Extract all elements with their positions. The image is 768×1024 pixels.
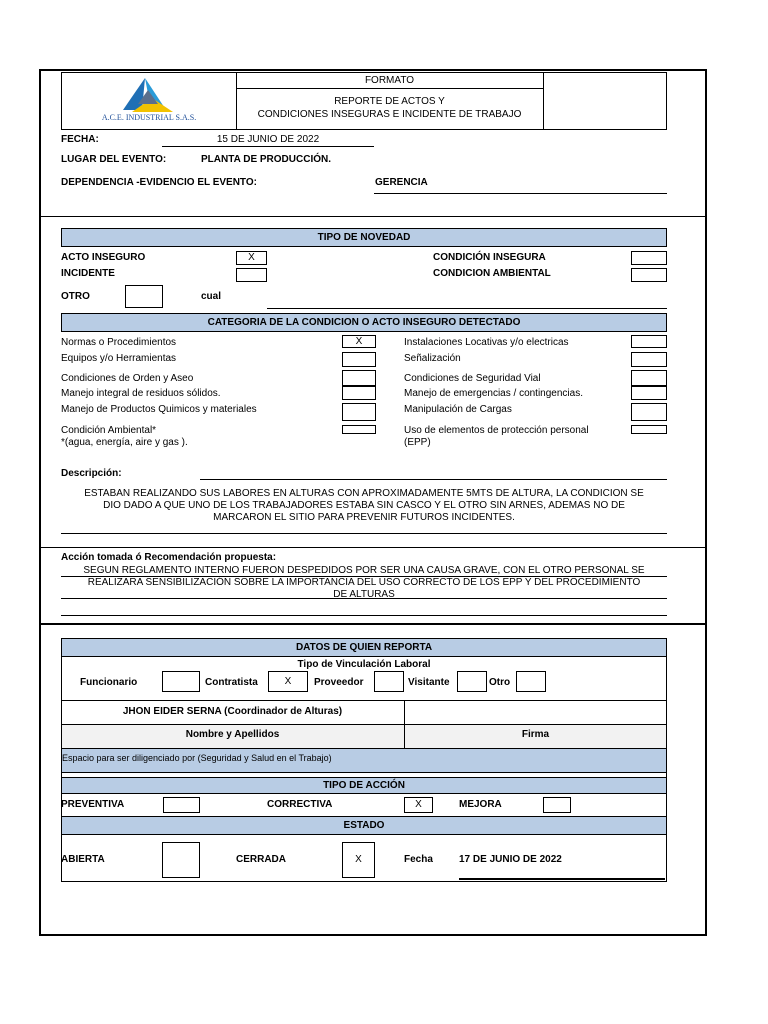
preventiva-checkbox[interactable]: [163, 797, 200, 813]
cat-right-1-checkbox[interactable]: [631, 335, 667, 348]
fecha-label: FECHA:: [61, 134, 99, 145]
dependencia-label: DEPENDENCIA -EVIDENCIO EL EVENTO:: [61, 177, 257, 188]
cat-right-5-checkbox[interactable]: [631, 403, 667, 421]
tipo-novedad-bar: [61, 228, 667, 247]
estado-fecha-label: Fecha: [404, 854, 433, 865]
cat-right-4-checkbox[interactable]: [631, 386, 667, 400]
funcionario-label: Funcionario: [80, 677, 138, 688]
fecha-value[interactable]: 15 DE JUNIO DE 2022: [216, 134, 320, 145]
nombre-value[interactable]: JHON EIDER SERNA (Coordinador de Alturas): [122, 706, 343, 717]
incidente-checkbox[interactable]: [236, 268, 267, 282]
cat-left-2-checkbox[interactable]: [342, 352, 376, 367]
cat-right-5-label: Manipulación de Cargas: [404, 404, 512, 415]
correctiva-label: CORRECTIVA: [267, 799, 333, 810]
acto-inseguro-label: ACTO INSEGURO: [61, 252, 146, 263]
cat-left-6-checkbox[interactable]: [342, 425, 376, 434]
form-title-line1: REPORTE DE ACTOS Y: [334, 96, 445, 107]
preventiva-label: PREVENTIVA: [61, 799, 125, 810]
condicion-insegura-label: CONDICIÓN INSEGURA: [433, 252, 546, 263]
accion-line2[interactable]: REALIZARA SENSIBILIZACIÓN SOBRE LA IMPORTANCIA DEL USO CORRECTO DE LOS EPP Y DEL PROCEDIMIENTO: [87, 577, 641, 588]
cat-right-4-label: Manejo de emergencias / contingencias.: [404, 388, 583, 399]
cat-right-6-checkbox[interactable]: [631, 425, 667, 434]
accion-line3[interactable]: DE ALTURAS: [333, 589, 395, 600]
nombre-label: Nombre y Apellidos: [185, 729, 280, 740]
descripcion-line1[interactable]: ESTABAN REALIZANDO SUS LABORES EN ALTURAS CON APROXIMADAMENTE 5MTS DE ALTURA, LA CONDICION SE: [84, 488, 644, 499]
contratista-checkbox[interactable]: X: [268, 671, 308, 692]
condicion-insegura-checkbox[interactable]: [631, 251, 667, 265]
accion-label: Acción tomada ó Recomendación propuesta:: [61, 552, 277, 563]
accion-line1[interactable]: SEGUN REGLAMENTO INTERNO FUERON DESPEDIDOS POR SER UNA CAUSA GRAVE, CON EL OTRO PERSONAL SE: [83, 565, 645, 576]
proveedor-label: Proveedor: [314, 677, 364, 688]
descripcion-line2[interactable]: DIO DADO A QUE UNO DE LOS TRABAJADORES ESTABA SIN CASCO Y EL OTRO SIN ARNES, ADEMAS NO DE: [103, 500, 625, 511]
company-logo: [118, 76, 188, 116]
cat-left-5-label: Manejo de Productos Quimicos y materiales: [61, 404, 257, 415]
cat-right-note: (EPP): [404, 437, 431, 448]
tipo-accion-title: TIPO DE ACCIÓN: [323, 780, 405, 791]
formato-label: FORMATO: [364, 75, 415, 86]
cat-left-2-label: Equipos y/o Herramientas: [61, 353, 177, 364]
otro-label: OTRO: [61, 291, 90, 302]
cat-left-6-label: Condición Ambiental*: [61, 425, 157, 436]
cat-right-3-label: Condiciones de Seguridad Vial: [404, 373, 541, 384]
condicion-ambiental-label: CONDICION AMBIENTAL: [433, 268, 551, 279]
estado-bar: [61, 816, 667, 835]
lugar-value[interactable]: PLANTA DE PRODUCCIÓN.: [201, 154, 331, 165]
cat-right-3-checkbox[interactable]: [631, 370, 667, 386]
cat-right-6-label: Uso de elementos de protección personal: [404, 425, 589, 436]
mejora-checkbox[interactable]: [543, 797, 571, 813]
logo-triangle-icon: [118, 76, 188, 116]
cat-left-3-checkbox[interactable]: [342, 370, 376, 386]
descripcion-line3[interactable]: MARCARON EL SITIO PARA PREVENIR FUTUROS INCIDENTES.: [213, 512, 515, 523]
cat-right-1-label: Instalaciones Locativas y/o electricas: [404, 337, 569, 348]
form-title-line2: CONDICIONES INSEGURAS E INCIDENTE DE TRABAJO: [257, 109, 522, 120]
proveedor-checkbox[interactable]: [374, 671, 404, 692]
funcionario-checkbox[interactable]: [162, 671, 200, 692]
abierta-checkbox[interactable]: [162, 842, 200, 878]
tipo-accion-bar: [61, 777, 667, 794]
reporta-title: DATOS DE QUIEN REPORTA: [295, 642, 433, 653]
cat-left-3-label: Condiciones de Orden y Aseo: [61, 373, 194, 384]
estado-fecha-value[interactable]: 17 DE JUNIO DE 2022: [459, 854, 562, 865]
cerrada-label: CERRADA: [236, 854, 286, 865]
otro-vinculacion-checkbox[interactable]: [516, 671, 546, 692]
visitante-label: Visitante: [408, 677, 450, 688]
cat-left-5-checkbox[interactable]: [342, 403, 376, 421]
cat-right-2-label: Señalización: [404, 353, 461, 364]
incidente-label: INCIDENTE: [61, 268, 115, 279]
cat-left-note: *(agua, energía, aire y gas ).: [61, 437, 188, 448]
contratista-label: Contratista: [205, 677, 258, 688]
cerrada-checkbox[interactable]: X: [342, 842, 375, 878]
cat-left-4-label: Manejo integral de residuos sólidos.: [61, 388, 221, 399]
cat-left-1-label: Normas o Procedimientos: [61, 337, 177, 348]
descripcion-label: Descripción:: [61, 468, 122, 479]
categoria-title: CATEGORIA DE LA CONDICION O ACTO INSEGURO DETECTADO: [207, 317, 521, 328]
dependencia-value[interactable]: GERENCIA: [375, 177, 428, 188]
estado-title: ESTADO: [343, 820, 385, 831]
visitante-checkbox[interactable]: [457, 671, 487, 692]
firma-label: Firma: [521, 729, 550, 740]
reporta-bar: [61, 638, 667, 657]
vinculacion-label: Tipo de Vinculación Laboral: [297, 659, 431, 670]
otro-checkbox[interactable]: [125, 285, 163, 308]
espacio-label: Espacio para ser diligenciado por (Seguridad y Salud en el Trabajo): [62, 753, 332, 763]
tipo-novedad-title: TIPO DE NOVEDAD: [317, 232, 411, 243]
categoria-bar: [61, 313, 667, 332]
cat-right-2-checkbox[interactable]: [631, 352, 667, 367]
correctiva-checkbox[interactable]: X: [404, 797, 433, 813]
company-name: A.C.E. INDUSTRIAL S.A.S.: [101, 113, 197, 122]
otro-vinculacion-label: Otro: [489, 677, 511, 688]
lugar-label: LUGAR DEL EVENTO:: [61, 154, 167, 165]
mejora-label: MEJORA: [459, 799, 502, 810]
cual-label: cual: [201, 291, 222, 302]
acto-inseguro-checkbox[interactable]: X: [236, 251, 267, 265]
condicion-ambiental-checkbox[interactable]: [631, 268, 667, 282]
cat-left-1-checkbox[interactable]: X: [342, 335, 376, 348]
cat-left-4-checkbox[interactable]: [342, 386, 376, 400]
abierta-label: ABIERTA: [61, 854, 105, 865]
